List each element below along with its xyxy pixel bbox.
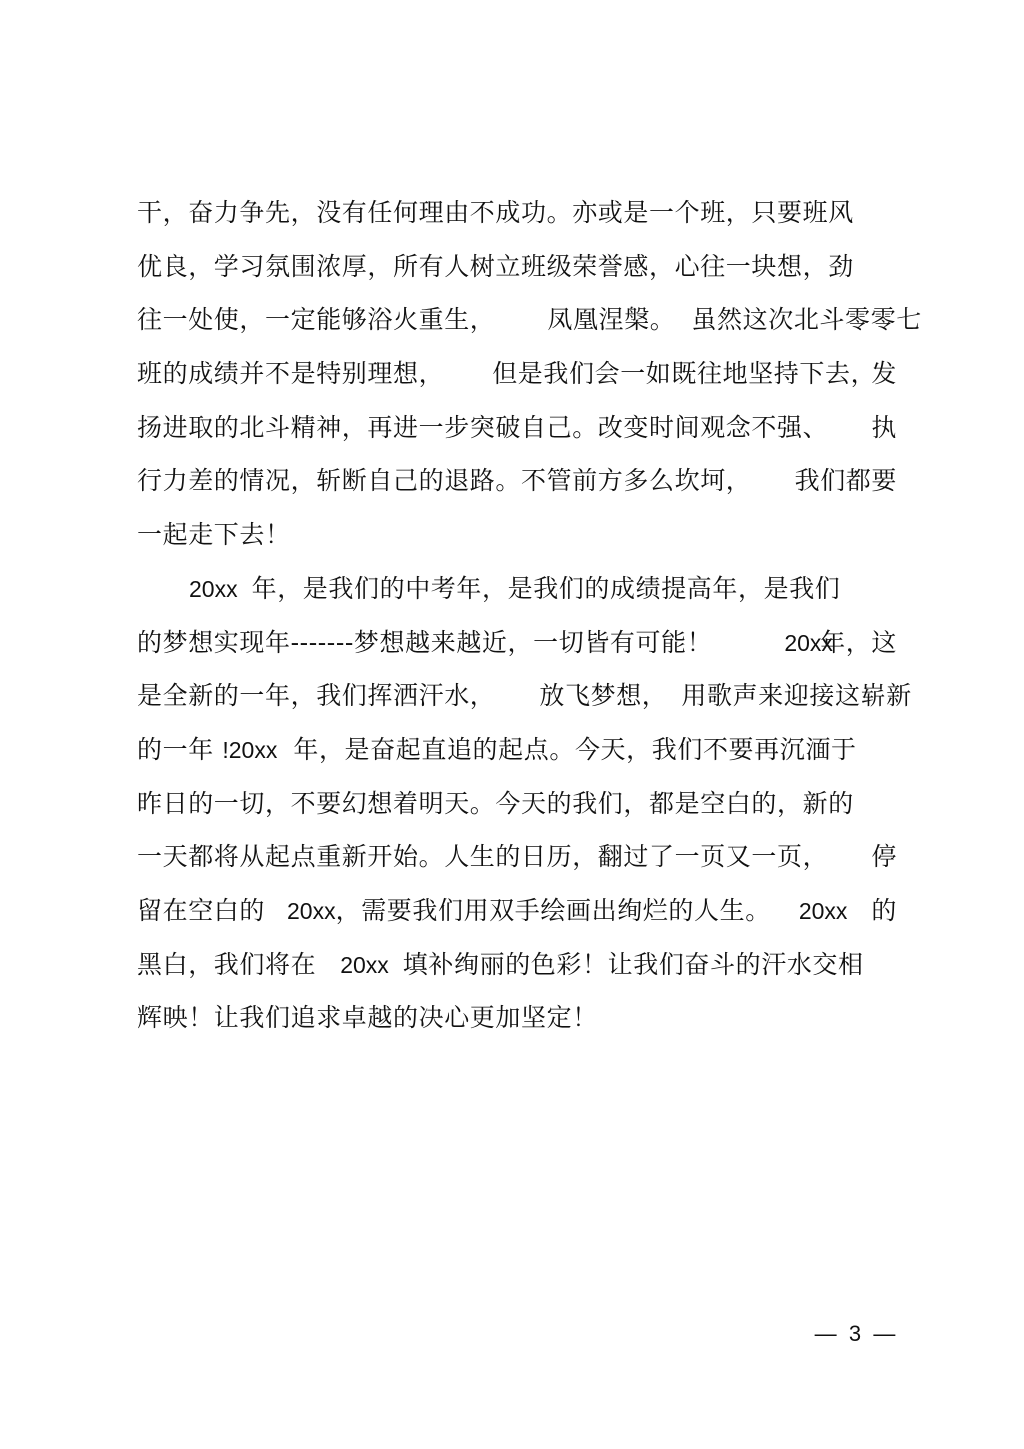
text-line xyxy=(137,508,897,562)
text-run: 年，是奋起直追的起点。今天，我们不要再沉湎于 xyxy=(293,734,857,764)
text-run: 班的成绩并不是特别理想， xyxy=(137,359,445,389)
text-run: 我们都要 xyxy=(794,466,897,496)
text-line xyxy=(137,293,922,347)
text-run: 年，是我们的中考年，是我们的成绩提高年，是我们 xyxy=(251,573,841,603)
text-line xyxy=(137,562,897,616)
text-run: 优良，学习氛围浓厚，所有人树立班级荣誉感，心往一块想，劲 xyxy=(137,251,854,281)
text-run: 停 xyxy=(871,842,897,872)
text-line xyxy=(137,454,897,508)
year-placeholder: 20xx xyxy=(798,897,848,924)
text-line xyxy=(137,991,897,1045)
text-run: 往一处使，一定能够浴火重生， xyxy=(137,305,496,335)
text-run: 行力差的情况，斩断自己的退路。不管前方多么坎坷， xyxy=(137,466,752,496)
text-run: 扬进取的北斗精神，再进一步突破自己。改变时间观念不强、 xyxy=(137,412,829,442)
text-run: 是全新的一年，我们挥洒汗水， xyxy=(137,681,496,711)
text-run: 的梦想实现年-------梦想越来越近，一切皆有可能！ xyxy=(137,627,713,657)
year-placeholder: 20xx xyxy=(287,897,336,924)
text-run: 一天都将从起点重新开始。人生的日历，翻过了一页又一页， xyxy=(137,842,829,872)
page-number: — 3 — xyxy=(814,1321,896,1346)
text-line xyxy=(137,186,897,240)
text-run: 昨日的一切，不要幻想着明天。今天的我们，都是空白的，新的 xyxy=(137,788,854,818)
text-run: 填补绚丽的色彩！让我们奋斗的汗水交相 xyxy=(402,949,864,979)
text-line xyxy=(137,723,897,777)
text-run: 发 xyxy=(871,359,897,389)
year-placeholder: 20xx xyxy=(189,575,238,602)
year-placeholder: !20xx xyxy=(222,736,278,763)
text-run: 凤凰涅槃。 xyxy=(547,305,676,335)
text-line xyxy=(137,401,897,455)
text-run: 干，奋力争先，没有任何理由不成功。亦或是一个班，只要班风 xyxy=(137,198,854,227)
year-placeholder: 20xx xyxy=(340,951,389,978)
text-run: 留在空白的 xyxy=(137,895,266,925)
text-run: ，需要我们用双手绘画出绚烂的人生。 xyxy=(335,895,771,925)
text-line xyxy=(137,347,897,401)
text-run: 用歌声来迎接这崭新 xyxy=(681,681,912,711)
text-line xyxy=(137,616,897,670)
text-run: 年，这 xyxy=(820,627,897,657)
text-line xyxy=(137,884,897,938)
year-placeholder: 20xx xyxy=(784,629,833,656)
text-line xyxy=(137,777,897,831)
text-run: 辉映！让我们追求卓越的决心更加坚定！ xyxy=(137,1003,598,1033)
text-run: 执 xyxy=(871,412,897,442)
text-line xyxy=(137,240,897,294)
text-run: 一起走下去！ xyxy=(137,520,291,550)
text-run: 但是我们会一如既往地坚持下去， xyxy=(492,359,877,389)
text-run: 虽然这次北斗零零七 xyxy=(691,305,922,335)
body-text xyxy=(137,186,922,1045)
text-run: 放飞梦想， xyxy=(539,681,668,711)
text-run: 的一年 xyxy=(137,734,223,764)
text-run: 黑白，我们将在 xyxy=(137,949,317,979)
text-run: 的 xyxy=(871,895,897,925)
text-line xyxy=(137,669,912,723)
text-line xyxy=(137,830,897,884)
text-line xyxy=(137,938,897,992)
